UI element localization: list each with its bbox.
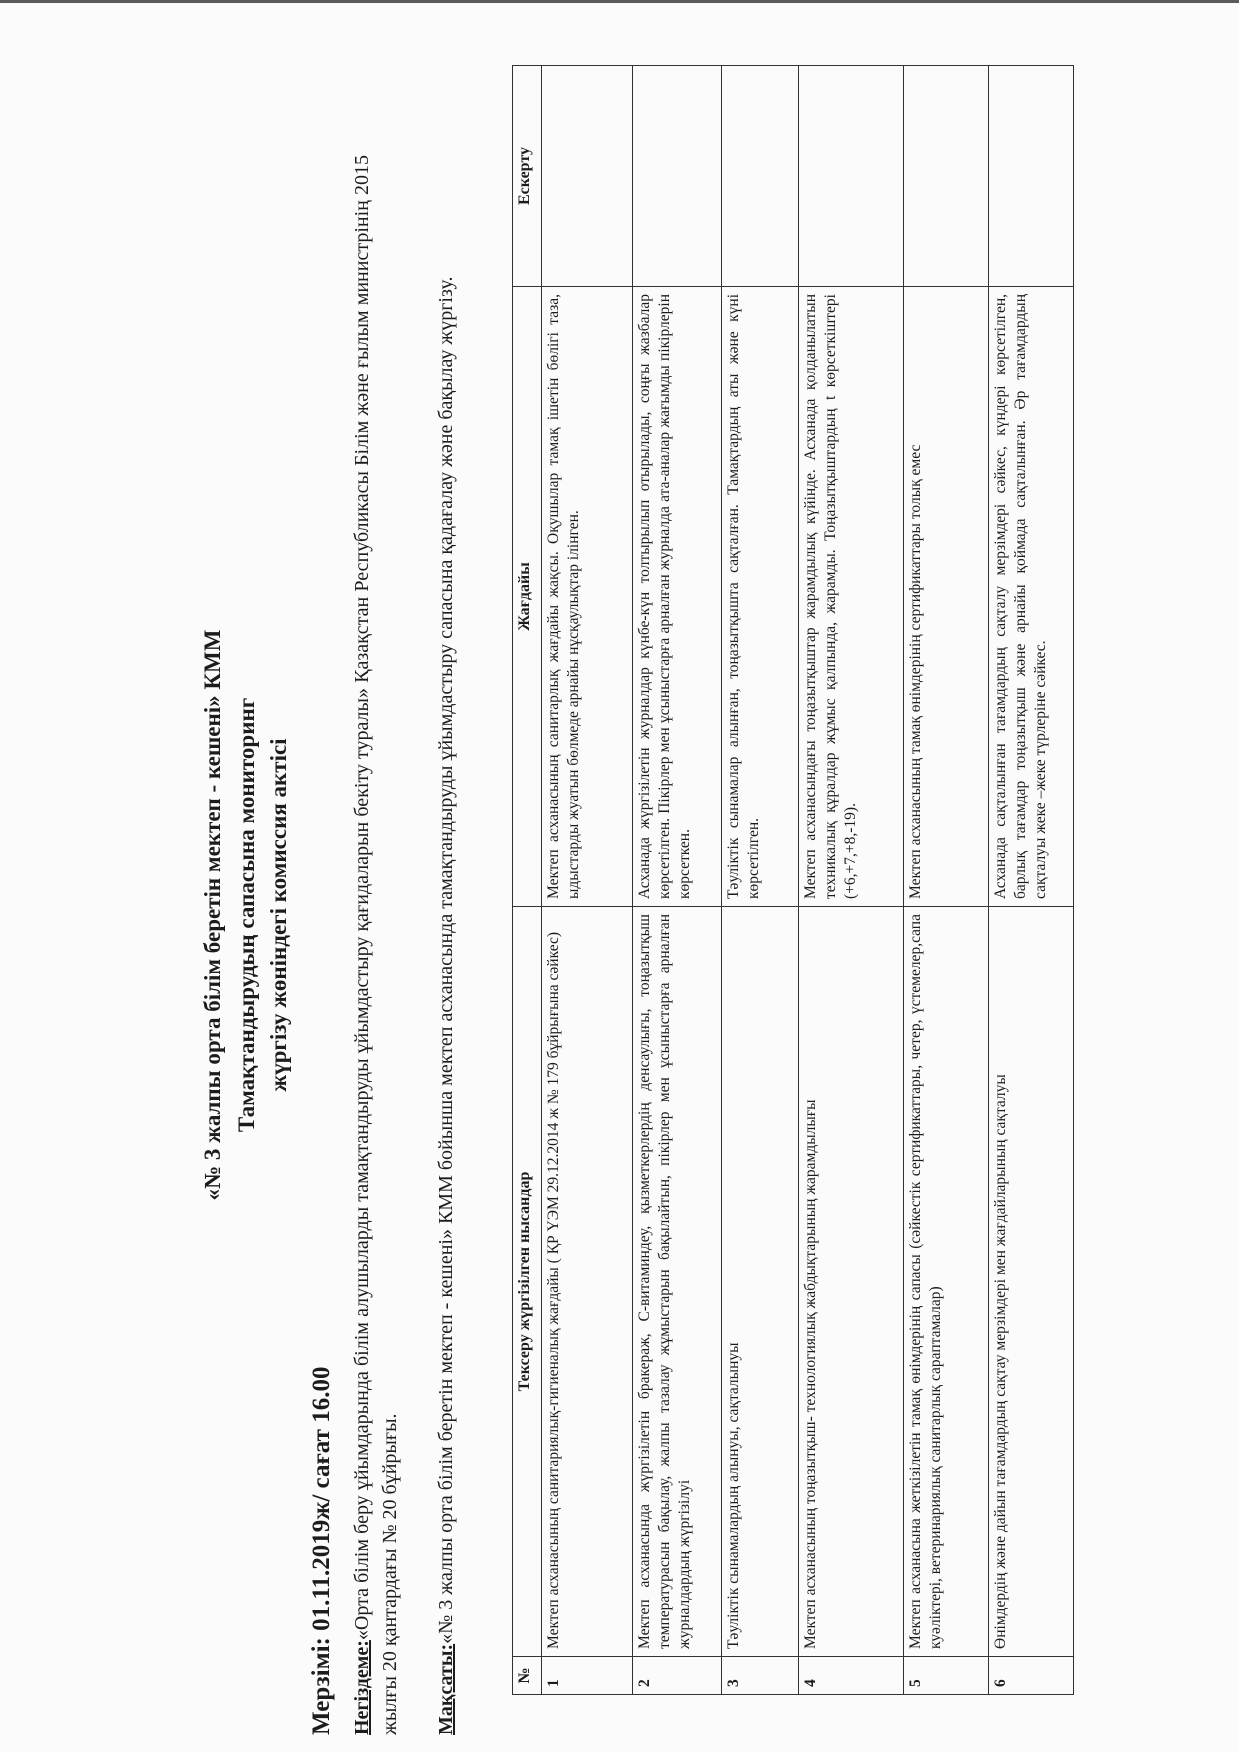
basis-text: «Орта білім беру ұйымдарында білім алушыларды тамақтандыруды ұйымдастыру қағидаларын бекіту туралы» Қазақстан Республикасы Білім және ғылым министрінің 2015 жылғы 20 қантардағы № 20 бұйрығы. [351,155,401,1735]
row-state: Тәуліктік сынамалар алынған, тоңазытқышта сақталған. Тамақтардың аты және күні көрсетілген. [722,287,799,907]
row-num: 2 [633,1657,722,1695]
row-state: Асханада жүргізілетін журналдар күнбе-күн толтырылып отырылады, соңғы жазбалар көрсетілген. Пікірлер мен ұсыныстарға арналған журналда ата-аналар жағымды пікірлерін көрсеткен. [633,287,722,907]
purpose-paragraph [432,155,460,1735]
monitoring-table [512,65,1074,1695]
header-num: № [513,1657,542,1695]
table-header-row [513,66,542,1695]
table-row [989,66,1074,1695]
purpose-text: «№ 3 жалпы орта білім беретін мектеп - кешені» КММ бойынша мектеп асханасында тамақтандыруды ұйымдастыру сапасына қадағалау және бақылау жүргізу. [435,276,457,1644]
row-state: Мектеп асханасындағы тоңазытқыштар жарамдылық күйінде. Асханада қолданылатын техникалық құралдар жұмыс қалпында, жарамды. Тоңазытқыштардың t көрсеткіштері (+6,+7,+8,-19). [799,287,904,907]
basis-paragraph [348,155,404,1735]
header-note: Ескерту [513,66,542,287]
deadline: Мерзімі: 01.11.2019ж/ сағат 16.00 [308,1366,335,1735]
document-title-line1: «№ 3 жалпы орта білім беретін мектеп - кешені» КММ [200,629,225,1201]
table-row [722,66,799,1695]
document-title-line2: Тамақтандырудың сапасына мониторинг [234,697,259,1133]
row-state: Асханада сақталынған тағамдардың сақталу мерзімдері сәйкес, күндері көрсетілген, барлық тағамдар тоңазытқыш және арнайы қоймада сақталынған. Әр тағамдардың сақталуы жеке –жеке түрлеріне сәйкес. [989,287,1074,907]
document-title-line3: жүргізу жөніндегі комиссия актісі [266,738,291,1092]
row-object: Өнімдердің және дайын тағамдардың сақтау мерзімдері мен жағдайларының сақталуы [989,907,1074,1657]
header-object: Тексеру жүргізілген нысандар [513,907,542,1657]
row-object: Мектеп асханасының тоңазытқыш- технологиялық жабдықтарының жарамдылығы [799,907,904,1657]
row-num: 6 [989,1657,1074,1695]
row-object: Тәуліктік сынамалардың алынуы, сақталынуы [722,907,799,1657]
row-num: 4 [799,1657,904,1695]
purpose-label: Мақсаты: [435,1643,457,1735]
row-num: 5 [904,1657,989,1695]
basis-label: Негіздеме: [351,1640,373,1735]
table-row [542,66,633,1695]
row-note [799,66,904,287]
row-num: 3 [722,1657,799,1695]
row-state: Мектеп асханасының тамақ өнімдерінің сертификаттары толық емес [904,287,989,907]
document-page [200,35,1239,1735]
row-state: Мектеп асханасының санитарлық жағдайы жақсы. Оқушылар тамақ ішетін бөлігі таза, ыдыстарды жуатын бөлмеде арнайы нұсқаулықтар ілінген. [542,287,633,907]
row-note [722,66,799,287]
row-note [633,66,722,287]
header-state: Жағдайы [513,287,542,907]
row-object: Мектеп асханасына жеткізілетін тамақ өнімдерінің сапасы (сәйкестік сертификаттары, четер, үстемелер,сапа куәліктері, ветеринариялық санитарлық сараптамалар) [904,907,989,1657]
row-num: 1 [542,1657,633,1695]
row-object: Мектеп асханасының санитариялық-гигиеналық жағдайы ( ҚР ҮЭМ 29.12.2014 ж № 179 бұйрығына сәйкес) [542,907,633,1657]
row-note [904,66,989,287]
row-note [989,66,1074,287]
scan-top-edge [0,0,1239,3]
table-row [799,66,904,1695]
table-row [904,66,989,1695]
row-note [542,66,633,287]
table-row [633,66,722,1695]
row-object: Мектеп асханасында жүргізілетін бракераж, С-витаминдеу, қызметкерлердің денсаулығы, тоңазытқыш температурасын бақылау, жалпы тазалау жұмыстарын бақылайтын, пікірлер мен ұсыныстарға арналған журналдардың жүргізілуі [633,907,722,1657]
